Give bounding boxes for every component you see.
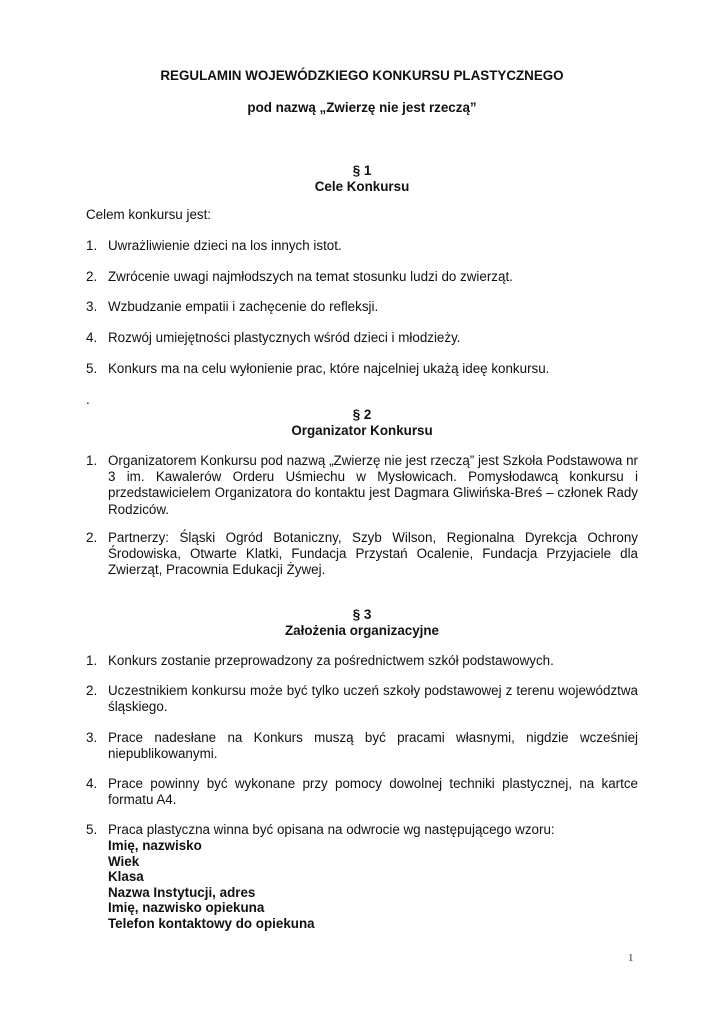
label-fields <box>108 838 638 931</box>
section-3-heading: Założenia organizacyjne <box>284 623 440 638</box>
label-field-institution: Nazwa Instytucji, adres <box>108 884 256 900</box>
list-item <box>86 453 638 518</box>
list-item-number: 1. <box>86 453 98 468</box>
document-title: REGULAMIN WOJEWÓDZKIEGO KONKURSU PLASTYCZNEGO <box>160 68 564 83</box>
list-item <box>86 269 638 285</box>
list-item <box>86 776 638 808</box>
list-item-text: Prace powinny być wykonane przy pomocy dowolnej techniki plastycznej, na kartce formatu A4. <box>108 776 638 808</box>
list-item-text: Uczestnikiem konkursu może być tylko uczeń szkoły podstawowej z terenu województwa śląskiego. <box>108 683 638 715</box>
list-item <box>86 530 638 579</box>
list-item-number: 4. <box>86 776 98 791</box>
list-item <box>86 238 638 254</box>
list-item-number: 5. <box>86 361 98 376</box>
list-item-number: 4. <box>86 330 98 345</box>
page-number: 1 <box>628 952 634 964</box>
list-item-number: 5. <box>86 822 98 837</box>
stray-period: . <box>86 392 90 407</box>
list-item <box>86 822 638 931</box>
section-1-number: § 1 <box>352 163 372 178</box>
list-item-text: Prace nadesłane na Konkurs muszą być pracami własnymi, nigdzie wcześniej niepublikowanymi. <box>108 730 638 762</box>
list-item <box>86 361 638 377</box>
section-3-number: § 3 <box>352 607 372 622</box>
label-field-age: Wiek <box>108 853 140 869</box>
list-item-number: 2. <box>86 530 98 545</box>
section-2-heading: Organizator Konkursu <box>291 423 433 438</box>
label-field-guardian-name: Imię, nazwisko opiekuna <box>108 900 265 916</box>
label-field-name: Imię, nazwisko <box>108 838 202 854</box>
list-item-text: Organizatorem Konkursu pod nazwą „Zwierzę nie jest rzeczą” jest Szkoła Podstawowa nr 3 im. Kawalerów Orderu Uśmiechu w Mysłowicach. Pomysłodawcą konkursu i przedstawicielem Organizatora do kontaktu jest Dagmara Gliwińska-Breś – członek Rady Rodziców. <box>108 453 638 517</box>
list-item-text: Wzbudzanie empatii i zachęcenie do refleksji. <box>108 299 379 314</box>
list-item-number: 2. <box>86 683 98 698</box>
list-item-text: Partnerzy: Śląski Ogród Botaniczny, Szyb Wilson, Regionalna Dyrekcja Ochrony Środowiska, Otwarte Klatki, Fundacja Przystań Ocalenie, Fundacja Przyjaciele dla Zwierząt, Pracownia Edukacji Żywej. <box>108 530 638 578</box>
list-item-number: 1. <box>86 238 98 253</box>
list-item-number: 3. <box>86 730 98 745</box>
list-item <box>86 730 638 762</box>
list-item-text: Konkurs zostanie przeprowadzony za pośrednictwem szkół podstawowych. <box>108 653 554 668</box>
list-item <box>86 683 638 715</box>
list-item-text: Praca plastyczna winna być opisana na odwrocie wg następującego wzoru: <box>108 822 555 837</box>
list-item <box>86 653 638 669</box>
list-item <box>86 299 638 315</box>
list-item-text: Uwrażliwienie dzieci na los innych istot. <box>108 238 342 253</box>
section-1-heading: Cele Konkursu <box>314 179 410 194</box>
list-item <box>86 330 638 346</box>
section-1-intro: Celem konkursu jest: <box>86 207 212 222</box>
label-field-class: Klasa <box>108 869 144 885</box>
section-2-number: § 2 <box>352 407 372 422</box>
list-item-number: 2. <box>86 269 98 284</box>
list-item-text: Zwrócenie uwagi najmłodszych na temat stosunku ludzi do zwierząt. <box>108 269 513 284</box>
list-item-number: 1. <box>86 653 98 668</box>
document-subtitle: pod nazwą „Zwierzę nie jest rzeczą” <box>247 100 477 115</box>
list-item-text: Rozwój umiejętności plastycznych wśród dzieci i młodzieży. <box>108 330 461 345</box>
list-item-text: Konkurs ma na celu wyłonienie prac, które najcelniej ukażą ideę konkursu. <box>108 361 550 376</box>
list-item-number: 3. <box>86 299 98 314</box>
label-field-guardian-phone: Telefon kontaktowy do opiekuna <box>108 915 315 931</box>
